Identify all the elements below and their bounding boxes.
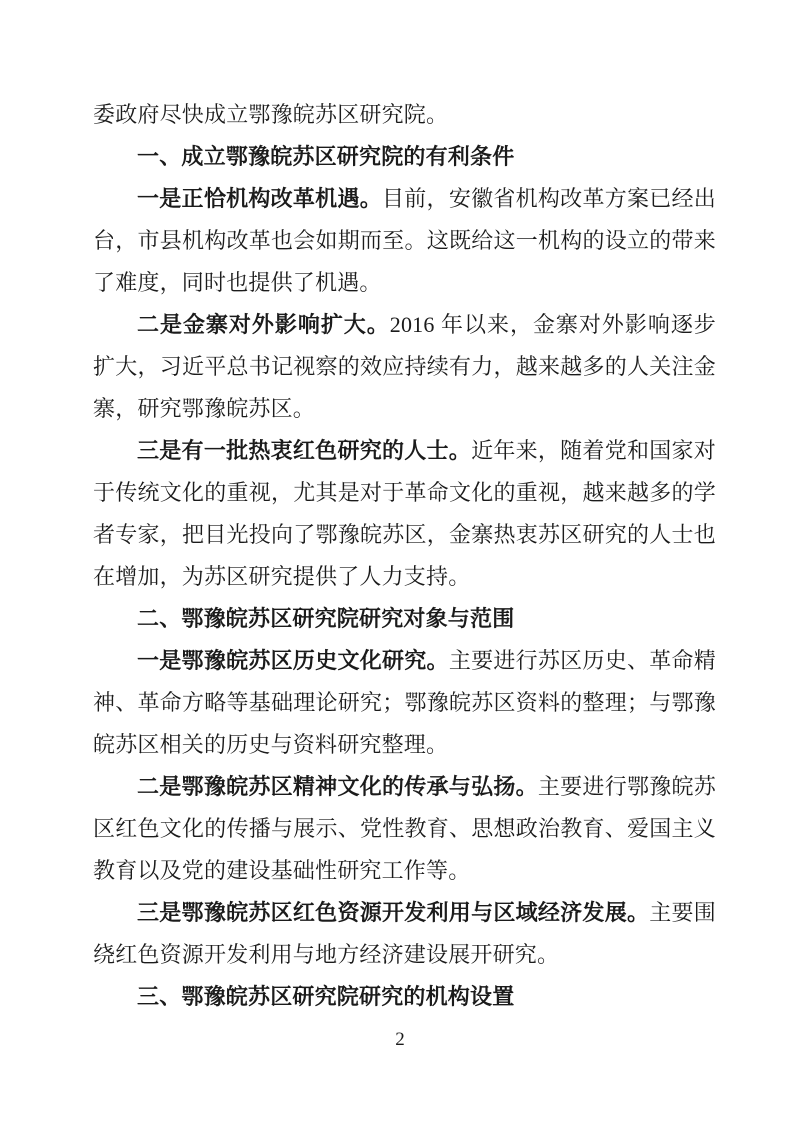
paragraph-text: 主要进行鄂豫皖苏区红色文化的传播与展示、党性教育、思想政治教育、爱国主义教育以及党的建设基础性研究工作等。 <box>93 774 716 883</box>
body-paragraph <box>93 430 716 598</box>
paragraph-lead: 一是正恰机构改革机遇。 <box>137 186 382 211</box>
paragraph-lead: 二是金寨对外影响扩大。 <box>137 312 390 337</box>
body-paragraph <box>93 178 716 304</box>
paragraph-lead: 一是鄂豫皖苏区历史文化研究。 <box>137 648 449 673</box>
section-heading-1 <box>93 136 716 178</box>
section-heading-3 <box>93 976 716 1018</box>
body-paragraph <box>93 892 716 976</box>
paragraph-lead: 三是有一批热衷红色研究的人士。 <box>137 438 472 463</box>
section-heading-2 <box>93 598 716 640</box>
paragraph-text: 目前，安徽省机构改革方案已经出台，市县机构改革也会如期而至。这既给这一机构的设立的带来了难度，同时也提供了机遇。 <box>93 186 716 295</box>
body-paragraph <box>93 766 716 892</box>
paragraph-lead: 二是鄂豫皖苏区精神文化的传承与弘扬。 <box>137 774 538 799</box>
heading-text: 二、鄂豫皖苏区研究院研究对象与范围 <box>137 606 515 631</box>
document-body <box>93 94 716 1018</box>
paragraph-text: 委政府尽快成立鄂豫皖苏区研究院。 <box>93 102 449 127</box>
paragraph-text: 2016 年以来，金寨对外影响逐步扩大，习近平总书记视察的效应持续有力，越来越多的人关注金寨，研究鄂豫皖苏区。 <box>93 312 717 421</box>
paragraph-text: 主要围绕红色资源开发利用与地方经济建设展开研究。 <box>93 900 716 967</box>
paragraph-lead: 三是鄂豫皖苏区红色资源开发利用与区域经济发展。 <box>137 900 650 925</box>
page-number: 2 <box>395 1029 405 1050</box>
heading-text: 三、鄂豫皖苏区研究院研究的机构设置 <box>137 984 515 1009</box>
paragraph-text: 主要进行苏区历史、革命精神、革命方略等基础理论研究；鄂豫皖苏区资料的整理；与鄂豫皖苏区相关的历史与资料研究整理。 <box>93 648 716 757</box>
heading-text: 一、成立鄂豫皖苏区研究院的有利条件 <box>137 144 515 169</box>
paragraph-text: 近年来，随着党和国家对于传统文化的重视，尤其是对于革命文化的重视，越来越多的学者专家，把目光投向了鄂豫皖苏区，金寨热衷苏区研究的人士也在增加，为苏区研究提供了人力支持。 <box>93 438 716 589</box>
body-paragraph <box>93 640 716 766</box>
paragraph-continuation <box>93 94 716 136</box>
body-paragraph <box>93 304 716 430</box>
